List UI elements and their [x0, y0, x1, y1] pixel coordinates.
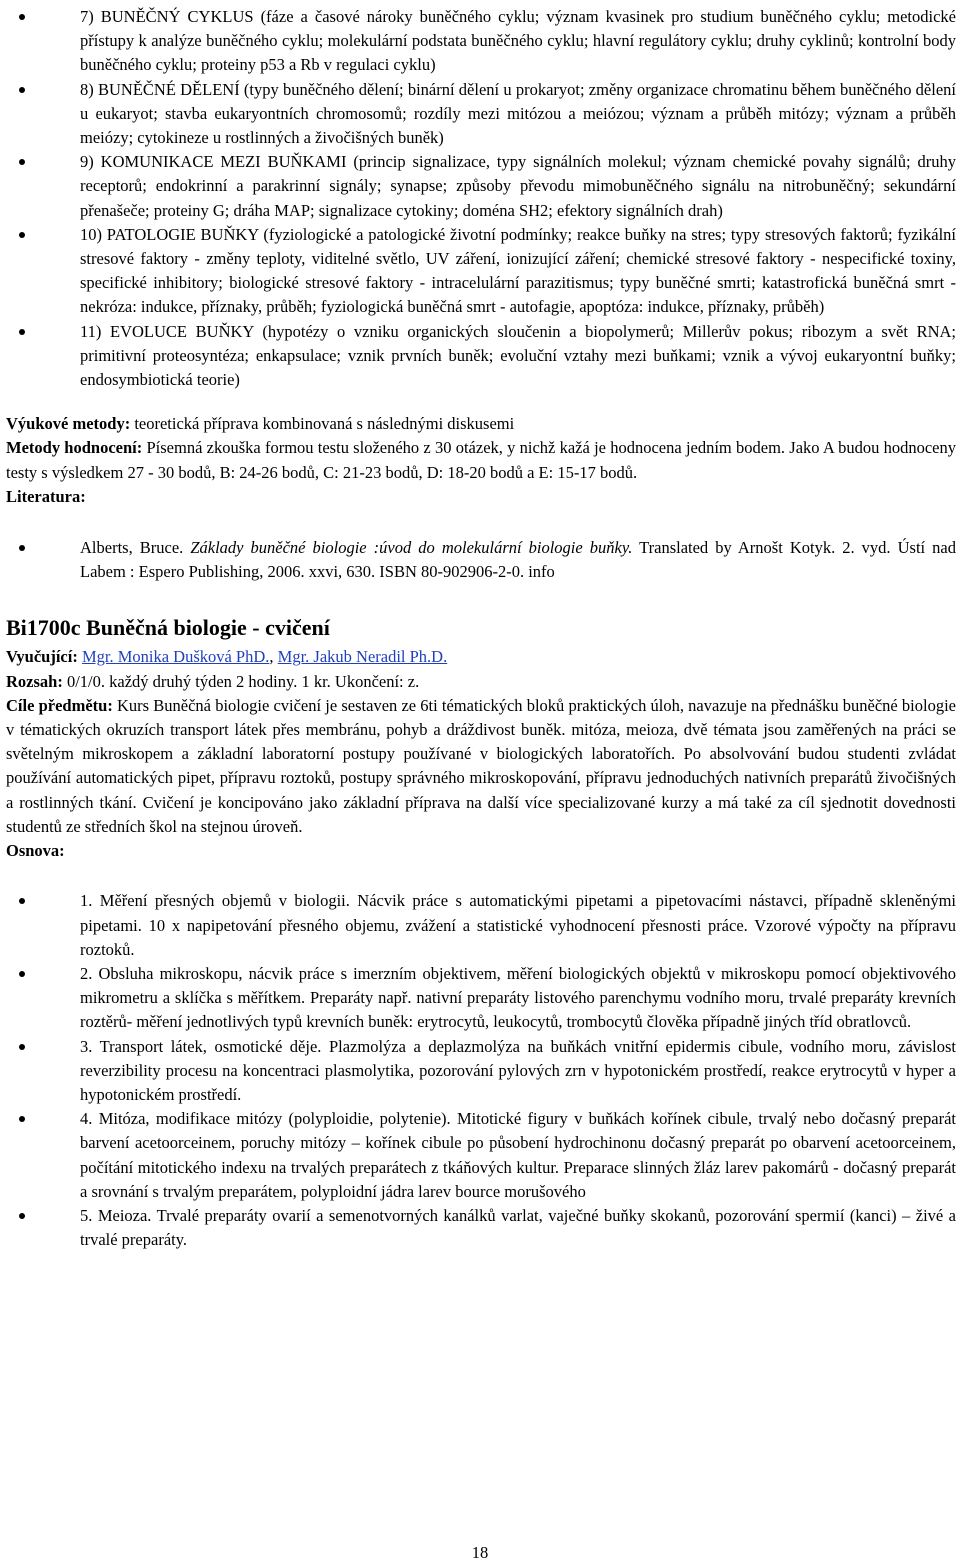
goals-text: Kurs Buněčná biologie cvičení je sestaven ze 6ti tématických bloků praktických úloh, navazuje na přednášku buněčné biologie v tématických okruzích transport látek přes membránu, pohyb a dráždivost buněk. mitóza, meioza, dvě témata jsou zaměřených na práci se světelným mikroskopem a základní laboratorní postupy používané v biologických laboratořích. Po absolvování budou studenti zvládat používání automatických pipet, přípravu roztoků, postupy správného mikroskopování, přípravu jednoduchých nativních preparátů živočišných a rostlinných tkání. Cvičení je koncipováno jako základní příprava na další více specializované kurzy a má také za cíl sjednotit dovednosti studentů ze středních škol na stejnou úroveň.	[6, 695, 956, 836]
teachers-label: Vyučující:	[6, 647, 78, 667]
assessment-label: Metody hodnocení:	[6, 438, 143, 458]
teachers-separator: ,	[269, 647, 278, 667]
teaching-methods-label: Výukové metody:	[6, 414, 131, 434]
literature-list	[6, 536, 956, 584]
topic-list	[6, 5, 956, 392]
outline-heading: Osnova:	[6, 841, 65, 861]
literature-heading: Literatura:	[6, 486, 86, 506]
list-item: 3. Transport látek, osmotické děje. Plazmolýza a deplazmolýza na buňkách vnitřní epidermis cibule, vodního moru, závislost reverzibility procesu na koncentraci plasmolytika, pozorování pylových zrn v hypotonickém prostředí, reakce erytrocytů v hyper a hypotonickém prostředí.	[80, 1035, 956, 1108]
list-item: 5. Meioza. Trvalé preparáty ovarií a semenotvorných kanálků varlat, vaječné buňky skokanů, pozorování spermií (kanci) – živé a trvalé preparáty.	[80, 1204, 956, 1252]
teacher-link[interactable]: Mgr. Jakub Neradil Ph.D.	[277, 647, 448, 667]
scope-text: 0/1/0. každý druhý týden 2 hodiny. 1 kr. Ukončení: z.	[62, 671, 420, 691]
page-number: 18	[471, 1543, 489, 1562]
assessment	[6, 436, 956, 484]
list-item: 11) EVOLUCE BUŇKY (hypotézy o vzniku organických sloučenin a biopolymerů; Millerův pokus; ribozym a svět RNA; primitivní proteosyntéza; enkapsulace; vznik prvních buněk; evoluční vztahy mezi buňkami; vznik a vývoj eukaryontní buňky; endosymbiotická teorie)	[80, 320, 956, 393]
scope	[6, 670, 956, 694]
list-item: 2. Obsluha mikroskopu, nácvik práce s imerzním objektivem, měření biologických objektů v mikroskopu pomocí objektivového mikrometru a sklíčka s měřítkem. Preparáty např. nativní preparáty listového parenchymu vodního moru, trvalé preparáty krevních roztěrů- měření jednotlivých typů krevních buněk: erytrocytů, leukocytů, trombocytů člověka případně jiných tříd obratlovců.	[80, 962, 956, 1035]
outline-list	[6, 889, 956, 1252]
list-item: 8) BUNĚČNÉ DĚLENÍ (typy buněčného dělení; binární dělení u prokaryot; změny organizace chromatinu během buněčného dělení u eukaryot; stavba eukaryontních chromosomů; rozdíly mezi mitózou a meiózou; význam a průběh mitózy; význam a průběh meiózy; cytokineze u rostlinných a živočišných buněk)	[80, 78, 956, 151]
list-item: 10) PATOLOGIE BUŇKY (fyziologické a patologické životní podmínky; reakce buňky na stres; typy stresových faktorů; fyzikální stresové faktory - změny teploty, viditelné světlo, UV záření, ionizující záření; chemické stresové faktory - nespecifické toxiny, specifické inhibitory; biologické stresové faktory - intracelulární parazitismus; typy buněčné smrti; katastrofická buněčná smrt - nekróza: indukce, příznaky, průběh; fyziologická buněčná smrt - autofagie, apoptóza: indukce, příznaky, průběh)	[80, 223, 956, 320]
teacher-link[interactable]: Mgr. Monika Dušková PhD.	[81, 647, 270, 667]
spacer	[6, 392, 956, 412]
course-goals	[6, 694, 956, 839]
teaching-methods	[6, 412, 956, 436]
list-item: 1. Měření přesných objemů v biologii. Nácvik práce s automatickými pipetami a pipetovacími nástavci, případně skleněnými pipetami. 10 x napipetování přesného objemu, zvážení a statistické vyhodnocení přesnosti práce. Vzorové výpočty na přípravu roztoků.	[80, 889, 956, 962]
goals-label: Cíle předmětu:	[6, 695, 113, 715]
literature-title: Základy buněčné biologie :úvod do molekulární biologie buňky.	[190, 538, 633, 558]
spacer	[6, 509, 956, 536]
list-item: 4. Mitóza, modifikace mitózy (polyploidie, polytenie). Mitotické figury v buňkách kořínek cibule, trvalý nebo dočasný preparát barvení acetoorceinem, poruchy mitózy – kořínek cibule po působení hydrochinonu dočasný preparát po obarvení acetoorceinem, počítání mitotického indexu na trvalých preparátech z tkáňových kultur. Preparace slinných žláz larev pakomárů - dočasný preparát a srovnání s trvalým preparátem, polyploidní jádra larev bource morušového	[80, 1107, 956, 1204]
list-item: 7) BUNĚČNÝ CYKLUS (fáze a časové nároky buněčného cyklu; význam kvasinek pro studium buněčného cyklu; metodické přístupy k analýze buněčného cyklu; molekulární podstata buněčného cyklu; hlavní regulátory cyklu; druhy cyklinů; kontrolní body buněčného cyklu; proteiny p53 a Rb v regulaci cyklu)	[80, 5, 956, 78]
course-title: Bi1700c Buněčná biologie - cvičení	[6, 615, 330, 641]
literature-item	[80, 536, 956, 584]
literature-details: Translated by Arnošt Kotyk. 2. vyd. Ústí nad Labem : Espero Publishing, 2006. xxvi, 630. ISBN 80-902906-2-0. info	[80, 538, 956, 582]
spacer	[6, 863, 956, 889]
teachers	[6, 645, 956, 669]
assessment-text: Písemná zkouška formou testu složeného z 30 otázek, y nichž kažá je hodnocena jedním bodem. Jako A budou hodnoceny testy s výsledkem 27 - 30 bodů, B: 24-26 bodů, C: 21-23 bodů, D: 18-20 bodů a E: 15-17 bodů.	[6, 438, 957, 482]
teaching-methods-text: teoretická příprava kombinovaná s následnými diskusemi	[130, 414, 515, 434]
list-item: 9) KOMUNIKACE MEZI BUŇKAMI (princip signalizace, typy signálních molekul; význam chemické povahy signálů; druhy receptorů; endokrinní a parakrinní signály; synapse; způsoby převodu mimobuněčného signálu na nitrobuněčný; sekundární přenašeče; proteiny G; dráha MAP; signalizace cytokiny; doména SH2; efektory signálních drah)	[80, 150, 956, 223]
literature-author: Alberts, Bruce.	[80, 538, 191, 558]
spacer	[6, 584, 956, 614]
scope-label: Rozsah:	[6, 671, 63, 691]
